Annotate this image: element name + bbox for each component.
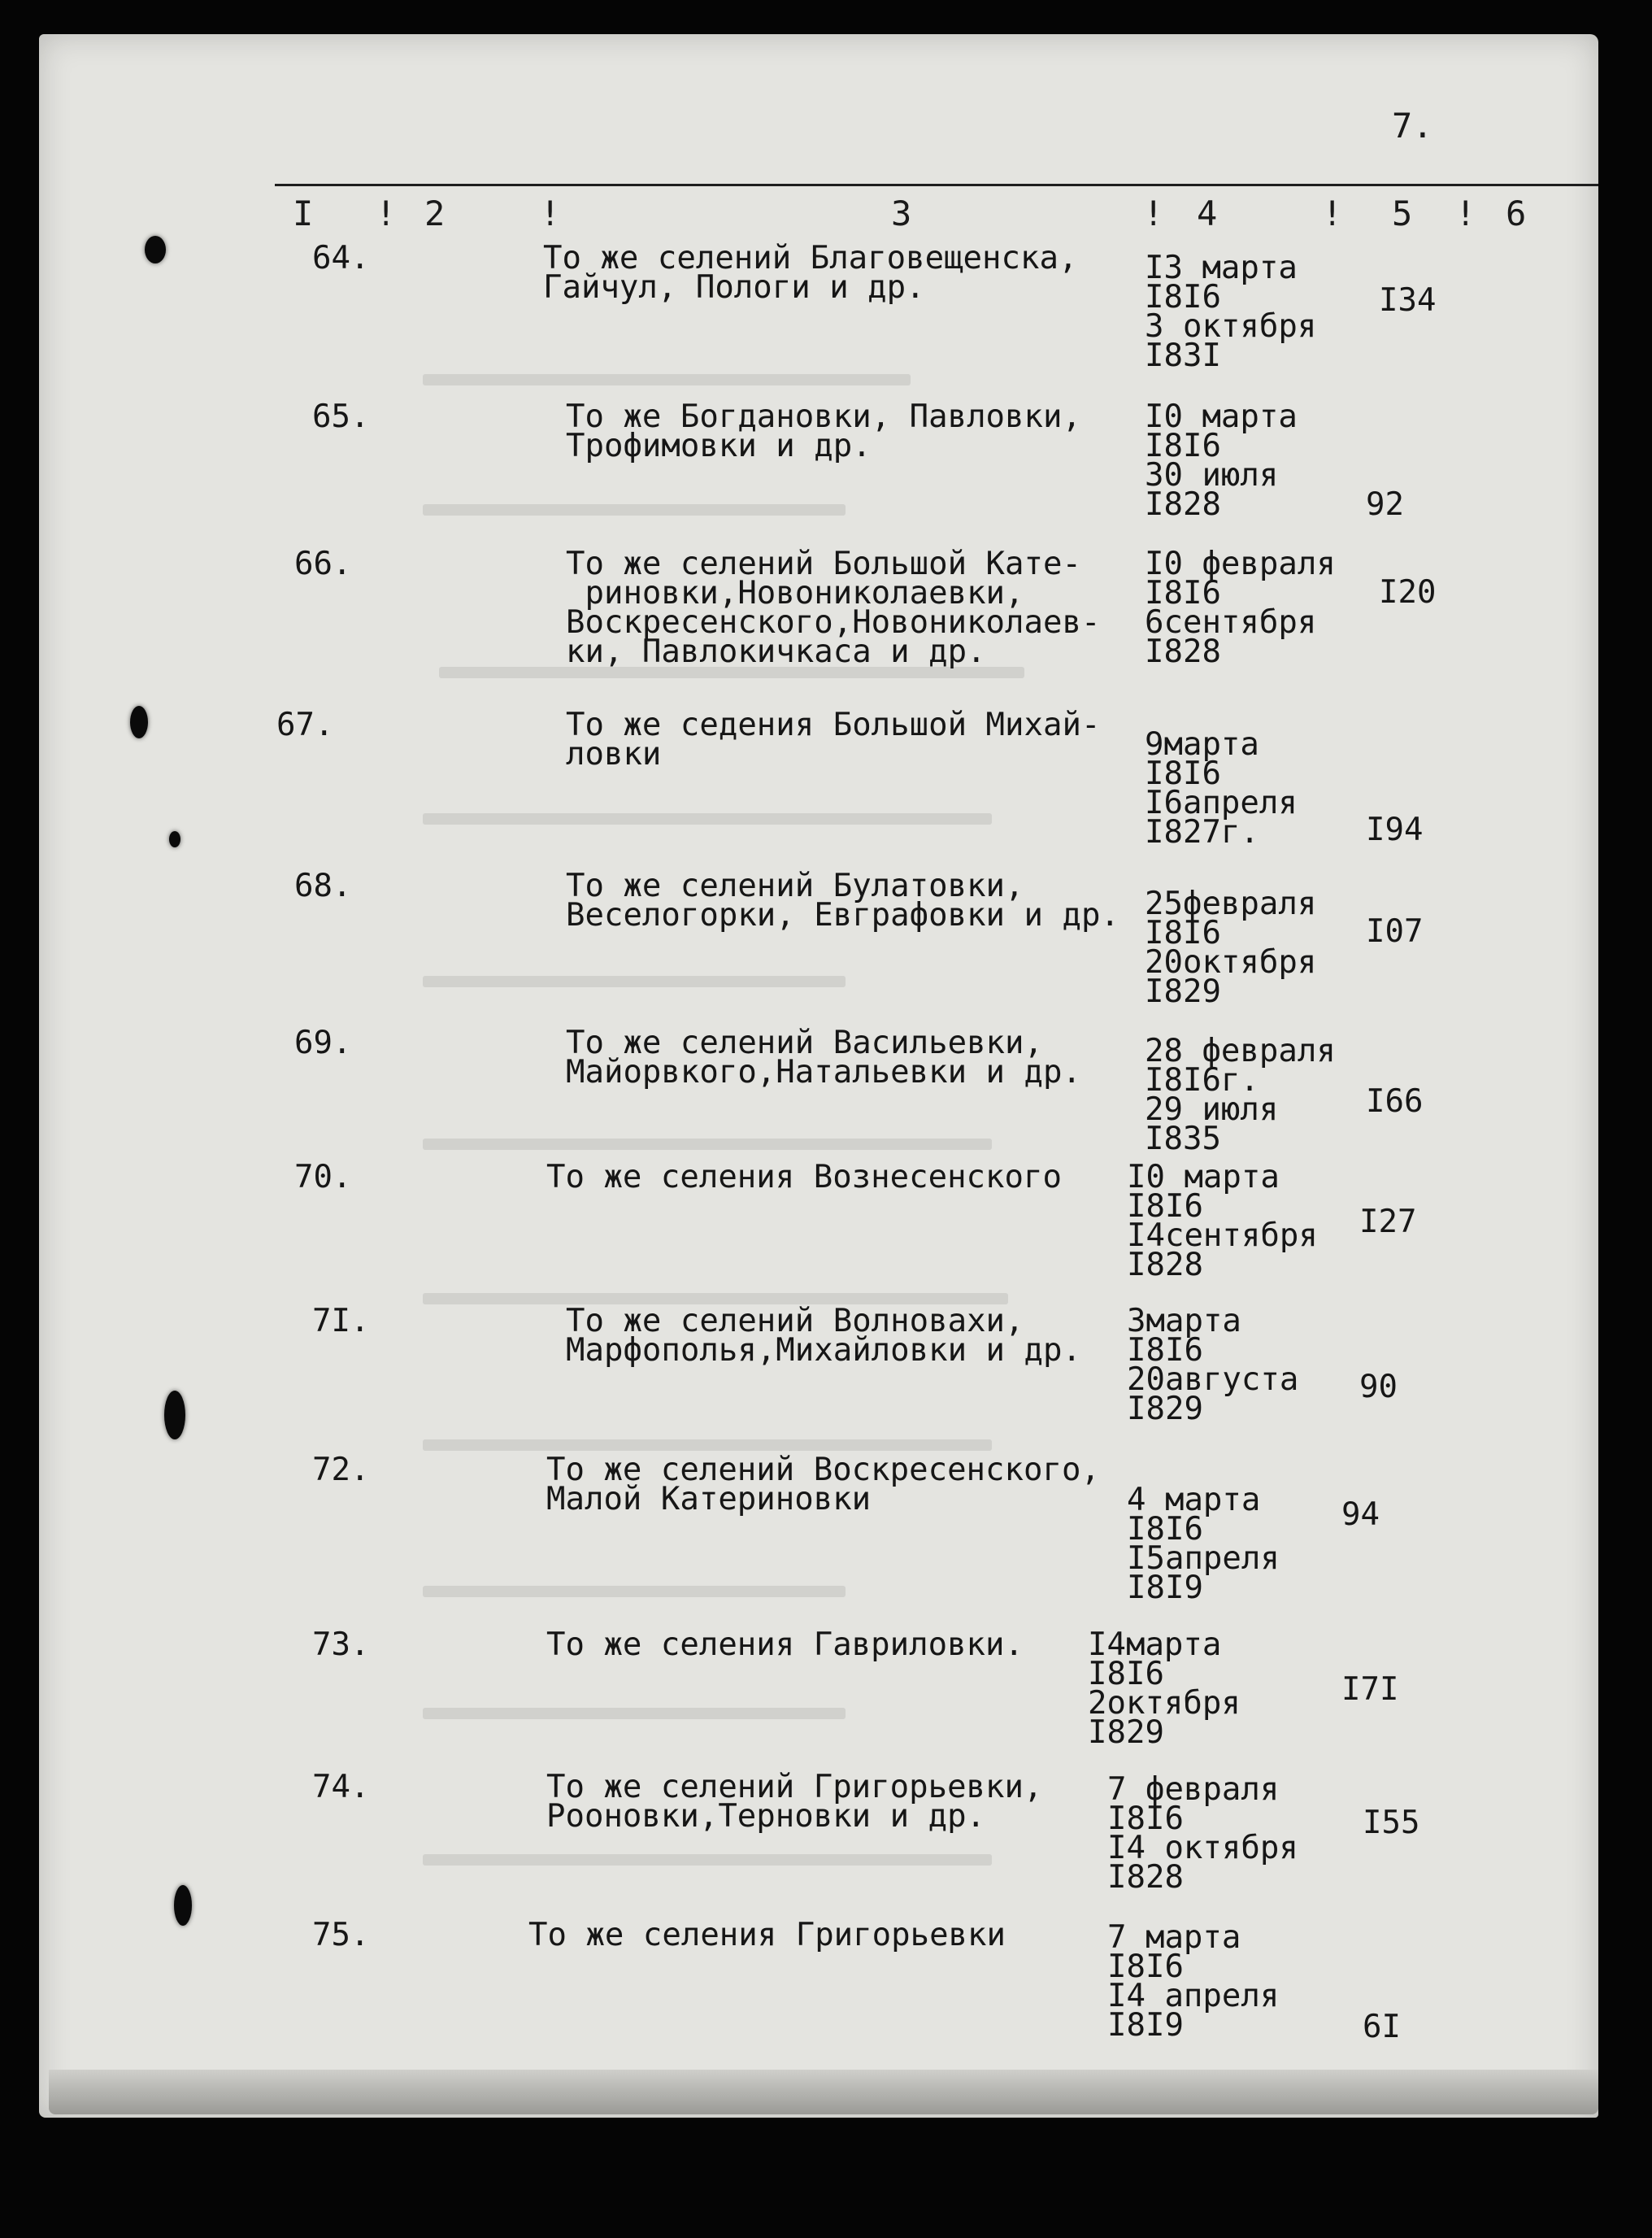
bleed-through-line [423,374,911,385]
entry-number: 65. [312,398,370,435]
column-header-4: 4 [1197,194,1218,233]
entry-dates: 3марта I8I6 20августа I829 [1127,1303,1299,1427]
entry-dates: 7 марта I8I6 I4 апреля I8I9 [1107,1919,1280,2044]
entry-title: То же селений Васильевки, Майорвкого,Натальевки и др. [566,1025,1081,1091]
column-separator: ! [376,194,397,233]
entry-number: 64. [312,240,370,276]
bleed-through-line [423,1854,992,1866]
entry-title: То же селения Вознесенского [546,1159,1062,1195]
column-header-3: 3 [891,194,912,233]
entry-title: То же селения Григорьевки [528,1917,1006,1953]
entry-title: То же селений Благовещенска, Гайчул, Пологи и др. [543,240,1078,306]
entry-number: 72. [312,1452,370,1488]
column-header-5: 5 [1392,194,1413,233]
entry-sheet-count: 94 [1341,1496,1380,1533]
entry-number: 70. [294,1159,352,1195]
entry-sheet-count: I66 [1366,1083,1424,1120]
entry-number: 73. [312,1626,370,1663]
punch-hole [164,1391,185,1439]
entry-number: 69. [294,1025,352,1061]
entry-dates: I4марта I8I6 2октября I829 [1088,1626,1241,1751]
bleed-through-line [423,813,992,825]
entry-number: 74. [312,1769,370,1805]
column-separator: ! [1322,194,1343,233]
page-number: 7. [1392,106,1433,146]
entry-number: 67. [276,707,334,743]
entry-dates: I0 февраля I8I6 6сентября I828 [1145,546,1336,670]
entry-dates: 25февраля I8I6 20октября I829 [1145,886,1317,1010]
entry-sheet-count: 90 [1359,1369,1398,1405]
entry-sheet-count: 92 [1366,486,1404,523]
column-separator: ! [1455,194,1476,233]
entry-title: То же селений Воскресенского, Малой Катериновки [546,1452,1100,1517]
bleed-through-line [423,1139,992,1150]
entry-dates: 9марта I8I6 I6апреля I827г. [1145,726,1298,851]
entry-dates: I0 марта I8I6 I4сентября I828 [1127,1159,1318,1283]
entry-number: 66. [294,546,352,582]
entry-sheet-count: I27 [1359,1204,1417,1240]
entry-sheet-count: I94 [1366,812,1424,848]
entry-title: То же селений Большой Кате- риновки,Новониколаевки, Воскресенского,Новониколаев- ки, Павлокичкаса и др. [566,546,1101,670]
bleed-through-line [423,504,846,516]
punch-hole [169,831,180,847]
page-stack-edge [49,2070,1598,2114]
entry-sheet-count: I55 [1363,1805,1420,1841]
entry-number: 7I. [312,1303,370,1339]
entry-dates: 28 февраля I8I6г. 29 июля I835 [1145,1033,1336,1157]
column-header-2: 2 [424,194,446,233]
column-header-6: 6 [1506,194,1527,233]
entry-dates: I3 марта I8I6 3 октября I83I [1145,250,1317,374]
punch-hole [145,236,166,263]
entry-title: То же селения Гавриловки. [546,1626,1024,1663]
punch-hole [174,1885,192,1926]
bleed-through-line [423,1439,992,1451]
bleed-through-line [423,976,846,987]
entry-title: То же селений Григорьевки, Рооновки,Терновки и др. [546,1769,1043,1835]
entry-sheet-count: 6I [1363,2009,1401,2045]
entry-dates: I0 марта I8I6 30 июля I828 [1145,398,1298,523]
column-separator: ! [540,194,561,233]
entry-sheet-count: I07 [1366,913,1424,950]
entry-sheet-count: I34 [1379,282,1437,319]
entry-dates: 7 февраля I8I6 I4 октября I828 [1107,1771,1298,1896]
entry-title: То же Богдановки, Павловки, Трофимовки и др. [566,398,1081,464]
bleed-through-line [423,1586,846,1597]
entry-title: То же селений Булатовки, Веселогорки, Евграфовки и др. [566,868,1119,934]
entry-number: 68. [294,868,352,904]
punch-hole [130,706,148,738]
bleed-through-line [423,1708,846,1719]
entry-title: То же седения Большой Михай- ловки [566,707,1101,773]
table-header-rule [275,184,1598,186]
entry-dates: 4 марта I8I6 I5апреля I8I9 [1127,1482,1280,1606]
entry-number: 75. [312,1917,370,1953]
column-header-1: I [293,194,314,233]
column-separator: ! [1143,194,1164,233]
entry-sheet-count: I7I [1341,1671,1399,1708]
entry-title: То же селений Волновахи, Марфополья,Михайловки и др. [566,1303,1081,1369]
entry-sheet-count: I20 [1379,574,1437,611]
